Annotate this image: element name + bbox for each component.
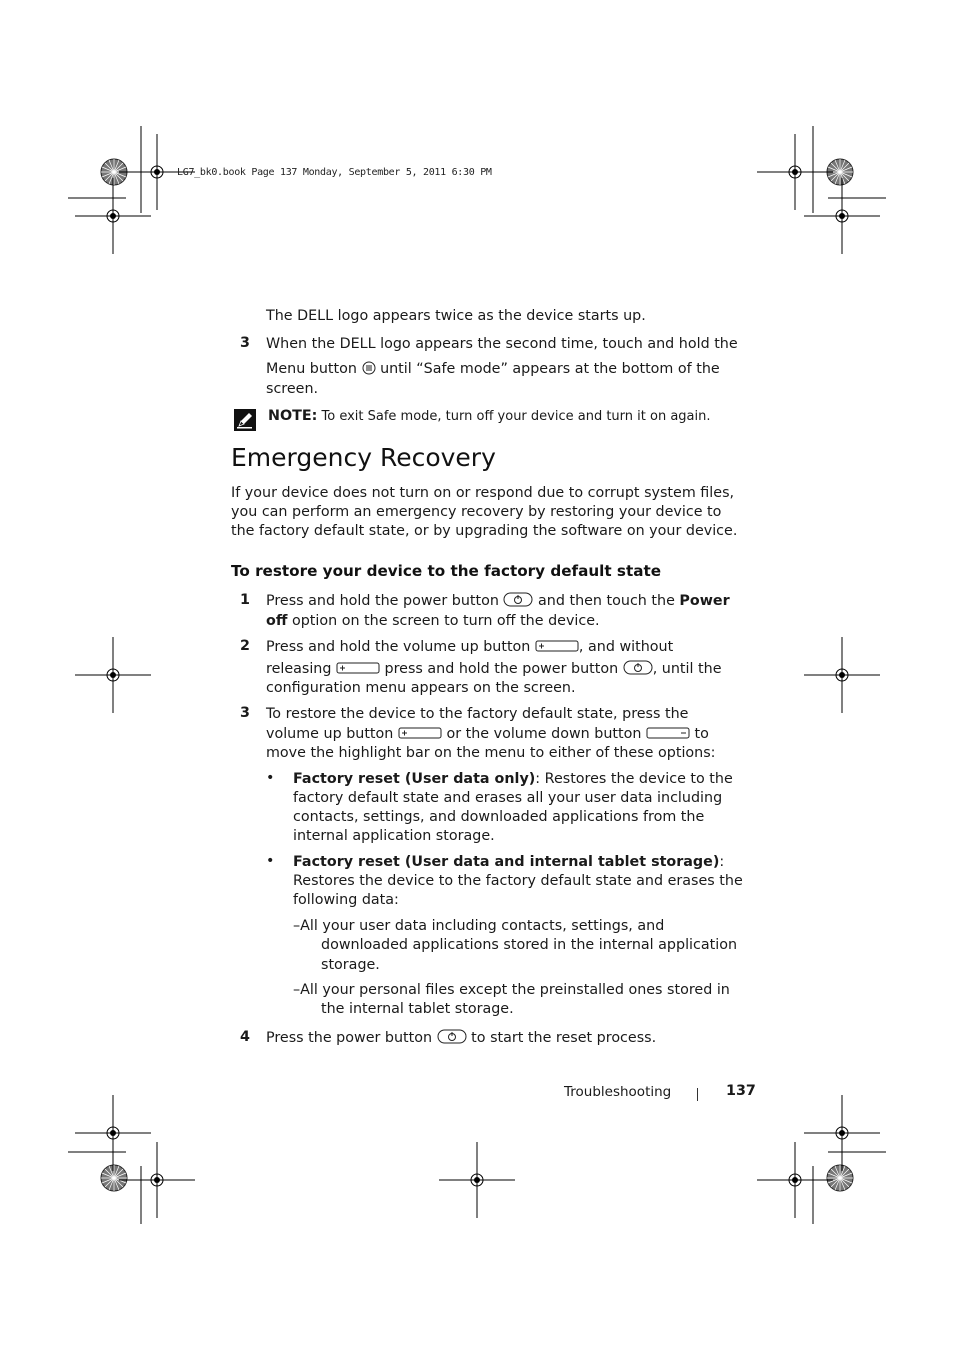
bullet-dot: •: [266, 770, 275, 786]
step-number: 4: [240, 1029, 250, 1045]
footer-section: Troubleshooting: [564, 1084, 672, 1100]
step-text: When the DELL logo appears the second time, touch and hold the: [266, 336, 738, 352]
intro-line: The DELL logo appears twice as the device starts up.: [266, 308, 646, 324]
step-text: volume up button or the volume down button to: [266, 725, 709, 746]
bullet-text: Factory reset (User data only): Restores the device to the: [293, 771, 733, 787]
footer-divider: [697, 1088, 698, 1101]
step-text: Press and hold the power button and then touch the Power: [266, 592, 730, 613]
note-text: To exit Safe mode, turn off your device and turn it on again.: [321, 409, 711, 424]
dash-item: downloaded applications stored in the internal application: [321, 937, 738, 953]
dash-item: –All your user data including contacts, settings, and: [293, 918, 665, 934]
bullet-text: internal application storage.: [293, 828, 495, 844]
subsection-title: To restore your device to the factory default state: [231, 562, 662, 580]
paragraph-line: the factory default state, or by upgrading the software on your device.: [231, 523, 738, 539]
power-button-icon: [503, 592, 533, 613]
step-number: 3: [240, 335, 250, 351]
paragraph-line: If your device does not turn on or respond due to corrupt system files,: [231, 485, 735, 501]
bullet-text: Restores the device to the factory default state and erases the: [293, 873, 743, 889]
bullet-text: following data:: [293, 892, 399, 908]
menu-button-icon: [362, 361, 376, 381]
step-number: 1: [240, 592, 250, 608]
step-number: 3: [240, 705, 250, 721]
step-text: releasing press and hold the power button , until the: [266, 660, 722, 681]
section-title: Emergency Recovery: [231, 443, 496, 472]
step-text: move the highlight bar on the menu to either of these options:: [266, 745, 716, 761]
step-text: Press the power button to start the reset process.: [266, 1029, 656, 1050]
note-pencil-icon: [233, 408, 257, 436]
step-text: off option on the screen to turn off the device.: [266, 613, 600, 629]
power-button-icon: [623, 660, 653, 681]
page-number: 137: [726, 1083, 756, 1099]
step-text: Menu button until “Safe mode” appears at the bottom of the: [266, 360, 720, 381]
step-text: Press and hold the volume up button , and without: [266, 638, 673, 659]
step-number: 2: [240, 638, 250, 654]
dash-item: –All your personal files except the preinstalled ones stored in: [293, 982, 730, 998]
print-slug: LG7_bk0.book Page 137 Monday, September 5, 2011 6:30 PM: [177, 167, 492, 178]
bullet-text: contacts, settings, and downloaded applications from the: [293, 809, 705, 825]
dash-item: the internal tablet storage.: [321, 1001, 514, 1017]
power-button-icon: [437, 1029, 467, 1050]
note-label: NOTE:: [268, 408, 318, 424]
bullet-text: Factory reset (User data and internal tablet storage):: [293, 854, 725, 870]
note: [268, 408, 711, 424]
dash-item: storage.: [321, 957, 380, 973]
step-text: screen.: [266, 381, 319, 397]
bullet-dot: •: [266, 853, 275, 869]
step-text: To restore the device to the factory default state, press the: [266, 706, 689, 722]
volume-up-button-icon: [535, 639, 579, 659]
paragraph-line: you can perform an emergency recovery by restoring your device to: [231, 504, 722, 520]
step-text: configuration menu appears on the screen.: [266, 680, 576, 696]
bullet-text: factory default state and erases all your user data including: [293, 790, 723, 806]
